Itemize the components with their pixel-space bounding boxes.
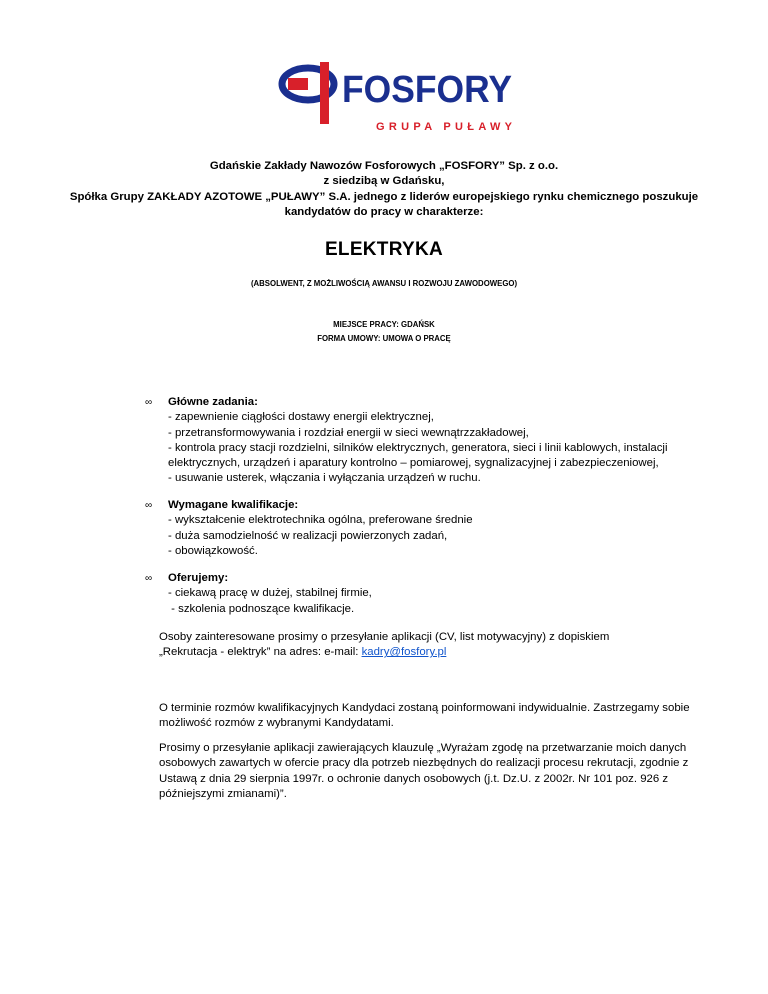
list-item: elektrycznych, urządzeń i aparatury kontrolno – pomiarowej, sygnalizacyjnej i zabezpieczeniowej, <box>168 457 659 470</box>
list-item: - obowiązkowość. <box>168 544 258 557</box>
section-heading: Główne zadania: <box>168 396 258 408</box>
logo-red-pillar <box>320 62 329 124</box>
bullet-icon: ∞ <box>145 397 153 408</box>
job-subtitle: (ABSOLWENT, Z MOŻLIWOŚCIĄ AWANSU I ROZWOJU ZAWODOWEGO) <box>250 279 518 288</box>
list-item: - przetransformowywania i rozdział energii w sieci wewnątrzzakładowej, <box>168 426 529 439</box>
company-logo <box>268 54 520 138</box>
intro-line: Spółka Grupy ZAKŁADY AZOTOWE „PUŁAWY” S.A. jednego z liderów europejskiego rynku chemicznego poszukuje <box>69 190 699 203</box>
interview-note: O terminie rozmów kwalifikacyjnych Kandydaci zostaną poinformowani indywidualnie. Zastrzegamy sobie możliwość rozmów z wybranymi Kandydatami. <box>159 702 690 730</box>
intro-line: z siedzibą w Gdańsku, <box>323 175 445 188</box>
section-requirements <box>145 498 728 560</box>
list-item: - zapewnienie ciągłości dostawy energii elektrycznej, <box>168 411 434 424</box>
intro-line: kandydatów do pracy w charakterze: <box>284 205 484 218</box>
list-item: - szkolenia podnoszące kwalifikacje. <box>168 602 355 615</box>
list-item: - kontrola pracy stacji rozdzielni, silników elektrycznych, generatora, sieci i linii kablowych, instalacji <box>168 441 668 454</box>
section-main-tasks <box>145 395 728 485</box>
application-instructions <box>159 630 723 661</box>
list-item: - ciekawą pracę w dużej, stabilnej firmie, <box>168 587 372 600</box>
logo-red-bar <box>288 78 308 90</box>
contract-type: FORMA UMOWY: UMOWA O PRACĘ <box>317 334 451 343</box>
list-item: - usuwanie usterek, włączania i wyłączania urządzeń w ruchu. <box>168 472 481 485</box>
consent-note: Prosimy o przesyłanie aplikacji zawierających klauzulę „Wyrażam zgodę na przetwarzanie moich danych osobowych zawartych w ofercie pracy dla potrzeb niezbędnych do realizacji procesu rekrutacji, zgodnie z Ustawą z dnia 29 sierpnia 1997r. o ochronie danych osobowych (j.t. Dz.U. z 2002r. Nr 101 poz. 926 z późniejszymi zmianami)”. <box>159 742 689 800</box>
section-offer <box>145 571 728 619</box>
job-title: ELEKTRYKA <box>324 239 444 260</box>
application-line: Osoby zainteresowane prosimy o przesyłanie aplikacji (CV, list motywacyjny) z dopiskiem <box>159 631 610 643</box>
logo-brand-text: FOSFORY <box>342 69 512 111</box>
application-prefix: „Rekrutacja - elektryk” na adres: e-mail: <box>159 646 362 659</box>
email-link[interactable]: kadry@fosfory.pl <box>361 646 447 659</box>
bullet-icon: ∞ <box>145 573 153 584</box>
workplace: MIEJSCE PRACY: GDAŃSK <box>333 320 435 329</box>
section-heading: Wymagane kwalifikacje: <box>168 499 299 511</box>
section-heading: Oferujemy: <box>168 572 229 584</box>
list-item: - wykształcenie elektrotechnika ogólna, preferowane średnie <box>168 514 473 527</box>
company-intro <box>40 159 728 220</box>
intro-line: Gdańskie Zakłady Nawozów Fosforowych „FOSFORY” Sp. z o.o. <box>209 160 559 172</box>
logo-subtitle-text: GRUPA PUŁAWY <box>376 121 512 133</box>
list-item: - duża samodzielność w realizacji powierzonych zadań, <box>168 529 448 542</box>
fosfory-logo-graphic <box>268 54 520 138</box>
application-line <box>159 645 723 660</box>
bullet-icon: ∞ <box>145 500 153 511</box>
